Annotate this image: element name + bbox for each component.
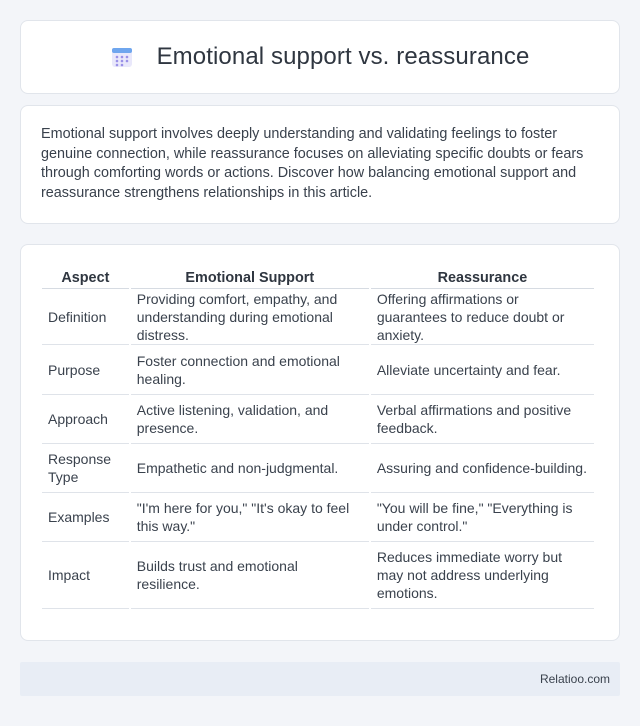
footer-brand: Relatioo.com [539, 672, 610, 686]
row-support: Builds trust and emotional resilience. [131, 542, 369, 609]
row-support: Empathetic and non-judgmental. [131, 444, 369, 493]
table-row [42, 542, 594, 609]
comparison-table [40, 267, 596, 609]
row-aspect: Response Type [42, 444, 129, 493]
comparison-table-card [20, 244, 620, 641]
intro-card [20, 105, 620, 224]
row-support: Providing comfort, empathy, and understanding during emotional distress. [131, 289, 369, 345]
page-title: Emotional support vs. reassurance [156, 43, 530, 70]
row-aspect: Purpose [42, 345, 129, 395]
row-reassurance: Alleviate uncertainty and fear. [371, 345, 594, 395]
row-reassurance: Verbal affirmations and positive feedback. [371, 395, 594, 444]
row-reassurance: Reduces immediate worry but may not address underlying emotions. [371, 542, 594, 609]
footer [20, 662, 620, 696]
intro-text: Emotional support involves deeply understanding and validating feelings to foster genuine connection, while reassurance focuses on alleviating specific doubts or fears through comforting words or actions. Discover how balancing emotional support and reassurance strengthens relationships in this article. [41, 126, 584, 201]
header-reassurance: Reassurance [371, 267, 594, 289]
row-aspect: Approach [42, 395, 129, 444]
row-reassurance: Assuring and confidence-building. [371, 444, 594, 493]
header-aspect: Aspect [42, 267, 129, 289]
title-card [20, 20, 620, 94]
row-support: "I'm here for you," "It's okay to feel this way." [131, 493, 369, 542]
header-emotional-support: Emotional Support [131, 267, 369, 289]
table-row [42, 444, 594, 493]
row-support: Active listening, validation, and presence. [131, 395, 369, 444]
row-reassurance: Offering affirmations or guarantees to reduce doubt or anxiety. [371, 289, 594, 345]
table-row [42, 395, 594, 444]
calendar-icon [111, 46, 133, 68]
row-aspect: Definition [42, 289, 129, 345]
row-aspect: Impact [42, 542, 129, 609]
table-row [42, 289, 594, 345]
row-support: Foster connection and emotional healing. [131, 345, 369, 395]
row-reassurance: "You will be fine," "Everything is under control." [371, 493, 594, 542]
table-header-row [42, 267, 594, 289]
row-aspect: Examples [42, 493, 129, 542]
table-row [42, 493, 594, 542]
table-row [42, 345, 594, 395]
